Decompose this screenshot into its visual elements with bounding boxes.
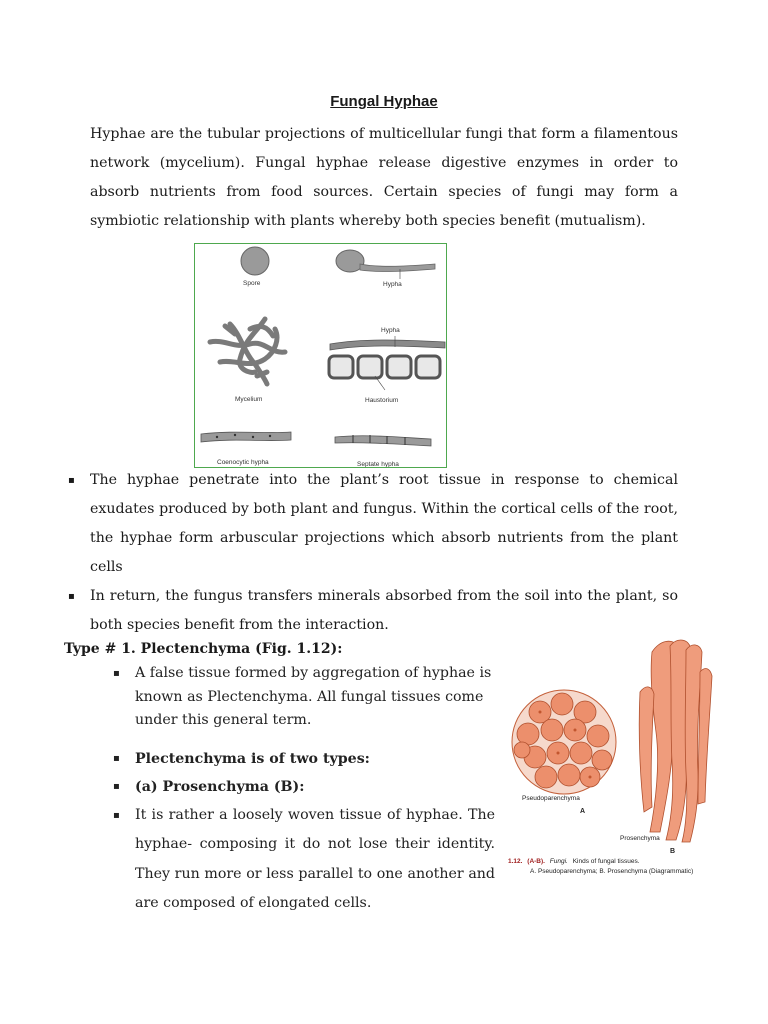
mycelium-label: Mycelium <box>235 396 263 403</box>
prosenchyma-illustration <box>639 640 712 842</box>
page-title: Fungal Hyphae <box>330 93 438 110</box>
bullet-list-interaction <box>68 466 678 640</box>
haustorium-label: Haustorium <box>365 397 399 404</box>
germinating-spore-illustration <box>336 250 435 279</box>
hyphae-figure <box>194 243 447 468</box>
hypha-label-top: Hypha <box>383 281 402 288</box>
bullet-marker: ▪ <box>113 809 120 821</box>
bullet-list-plectenchyma <box>113 662 495 919</box>
fungal-tissue-figure <box>500 632 720 882</box>
intro-paragraph: Hyphae are the tubular projections of multicellular fungi that form a filamentous network (mycelium). Fungal hyphae release digestive enzymes in order to absorb nutrients from food sources. Certain species of fungi may form a symbiotic relationship with plants whereby both species benefit (mutualism). <box>90 126 678 229</box>
bullet-marker: ▪ <box>113 752 120 764</box>
figure-caption-line1: 1.12. (A-B). Fungi. Kinds of fungal tissues. <box>508 858 640 865</box>
list-item: ▪ A false tissue formed by aggregation of hyphae is known as Plectenchyma. All fungal tissues come under this general term. <box>113 662 495 733</box>
coenocytic-label: Coenocytic hypha <box>217 459 269 466</box>
spore-label: Spore <box>243 280 261 287</box>
coenocytic-hypha-illustration <box>201 432 291 442</box>
bullet-marker: ▪ <box>113 668 120 679</box>
septate-hypha-illustration <box>335 435 431 446</box>
figure-caption-line2: A. Pseudoparenchyma; B. Prosenchyma (Diagrammatic) <box>530 868 694 875</box>
label-a: A <box>580 808 586 815</box>
bullet-marker: ▪ <box>113 780 120 792</box>
list-item: ▪ The hyphae penetrate into the plant’s root tissue in response to chemical exudates produced by both plant and fungus. Within the cortical cells of the root, the hyphae form arbuscular projections which absorb nutrients from the plant cells <box>68 466 678 582</box>
prosenchyma-label: Prosenchyma <box>620 835 660 842</box>
septate-label: Septate hypha <box>357 461 399 467</box>
label-b: B <box>670 848 676 855</box>
spore-illustration <box>241 247 269 275</box>
mycelium-illustration <box>210 319 285 384</box>
section-heading: Type # 1. Plectenchyma (Fig. 1.12): <box>64 641 343 657</box>
list-item: ▪ It is rather a loosely woven tissue of hyphae. The hyphae- composing it do not lose their identity. They run more or less parallel to one another and are composed of elongated cells. <box>113 801 495 919</box>
list-item: ▪ Plectenchyma is of two types: <box>113 745 495 773</box>
list-item: ▪ In return, the fungus transfers minerals absorbed from the soil into the plant, so both species benefit from the interaction. <box>68 582 678 640</box>
bullet-marker: ▪ <box>68 591 75 602</box>
hypha-label-mid: Hypha <box>381 327 400 334</box>
list-item: ▪ (a) Prosenchyma (B): <box>113 773 495 801</box>
pseudoparenchyma-illustration <box>512 690 616 794</box>
pseudoparenchyma-label: Pseudoparenchyma <box>522 795 580 802</box>
bullet-marker: ▪ <box>68 475 75 486</box>
haustorium-illustration <box>329 336 445 390</box>
